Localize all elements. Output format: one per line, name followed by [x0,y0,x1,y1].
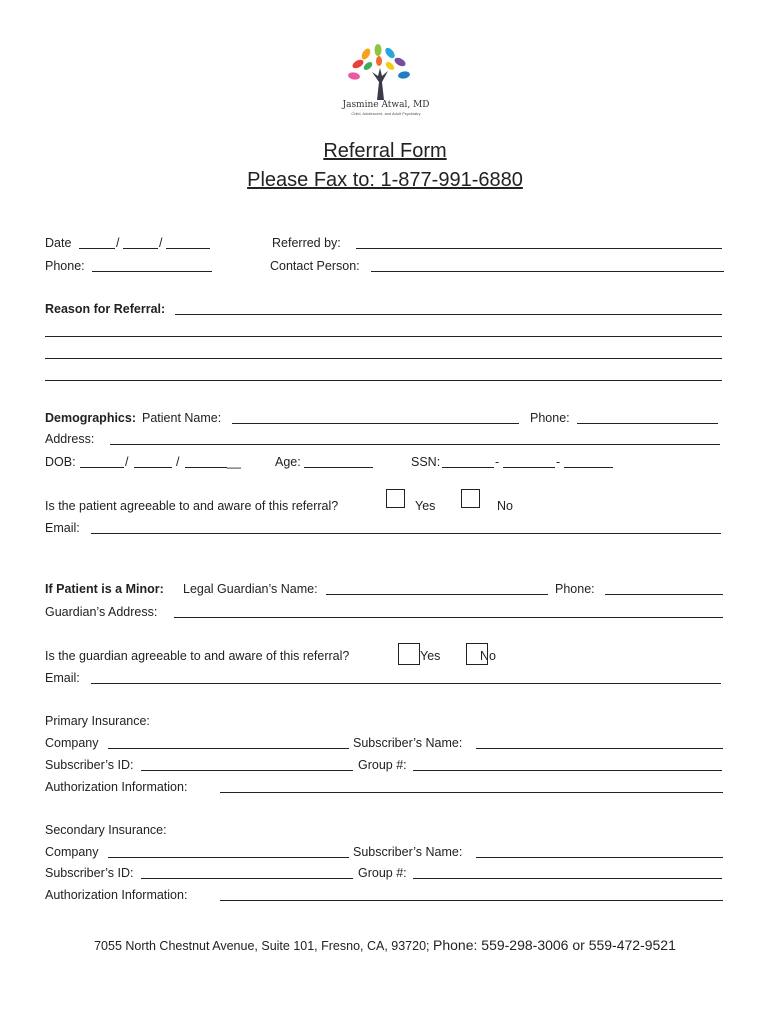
guardian-agree-question: Is the guardian agreeable to and aware of this referral? [45,649,350,663]
guardian-agree-yes-checkbox[interactable] [398,643,420,665]
minor-label: If Patient is a Minor: [45,582,164,596]
date-separator: / [116,236,120,250]
reason-field[interactable] [175,314,722,315]
guardian-address-label: Guardian’s Address: [45,605,158,619]
secondary-company-label: Company [45,845,99,859]
guardian-phone-label: Phone: [555,582,595,596]
address-field[interactable] [110,444,720,445]
dob-label: DOB: [45,455,76,469]
primary-subscriber-name-label: Subscriber’s Name: [353,736,463,750]
dob-day-field[interactable] [134,467,172,468]
date-day-field[interactable] [123,248,158,249]
secondary-company-field[interactable] [108,857,349,858]
patient-agree-question: Is the patient agreeable to and aware of this referral? [45,499,339,513]
secondary-subscriber-id-field[interactable] [141,878,353,879]
patient-email-field[interactable] [91,533,721,534]
secondary-subscriber-name-label: Subscriber’s Name: [353,845,463,859]
contact-person-field[interactable] [371,271,724,272]
primary-company-label: Company [45,736,99,750]
secondary-auth-field[interactable] [220,900,723,901]
phone-field[interactable] [92,271,212,272]
guardian-phone-field[interactable] [605,594,723,595]
guardian-email-label: Email: [45,671,80,685]
ssn-part2-field[interactable] [503,467,555,468]
age-label: Age: [275,455,301,469]
address-label: Address: [45,432,95,446]
secondary-subscriber-id-label: Subscriber’s ID: [45,866,134,880]
dob-separator: / [125,455,129,469]
dob-month-field[interactable] [80,467,124,468]
page-title: Referral Form [323,140,447,162]
secondary-group-field[interactable] [413,878,722,879]
secondary-group-label: Group #: [358,866,407,880]
footer-phones: Phone: 559-298-3006 or 559-472-9521 [433,937,676,953]
primary-company-field[interactable] [108,748,349,749]
logo-tree-icon [344,44,416,102]
date-separator: / [159,236,163,250]
guardian-name-label: Legal Guardian’s Name: [183,582,318,596]
patient-agree-yes-label: Yes [415,499,436,513]
primary-group-field[interactable] [413,770,722,771]
patient-email-label: Email: [45,521,80,535]
dob-tail: __ [227,455,241,469]
patient-agree-no-checkbox[interactable] [461,489,480,508]
patient-phone-field[interactable] [577,423,718,424]
date-label: Date [45,236,72,250]
ssn-label: SSN: [411,455,441,469]
secondary-insurance-heading: Secondary Insurance: [45,823,167,837]
patient-agree-no-label: No [497,499,513,513]
primary-subscriber-id-field[interactable] [141,770,353,771]
fax-number: Please Fax to: 1-877-991-6880 [247,169,523,191]
referred-by-field[interactable] [356,248,722,249]
ssn-part1-field[interactable] [442,467,494,468]
guardian-email-field[interactable] [91,683,721,684]
ssn-separator: - [556,455,561,469]
footer-address: 7055 North Chestnut Avenue, Suite 101, Fresno, CA, 93720; [94,939,430,953]
footer [0,937,770,953]
primary-auth-label: Authorization Information: [45,780,188,794]
referred-by-label: Referred by: [272,236,341,250]
logo-name: Jasmine Atwal, MD [342,100,430,110]
logo-subtitle: Child, Adolescent, and Adult Psychiatry [351,111,421,116]
guardian-name-field[interactable] [326,594,548,595]
dob-year-field[interactable] [185,467,227,468]
primary-auth-field[interactable] [220,792,723,793]
secondary-auth-label: Authorization Information: [45,888,188,902]
reason-line[interactable] [45,336,722,337]
primary-insurance-heading: Primary Insurance: [45,714,150,728]
age-field[interactable] [304,467,373,468]
patient-agree-yes-checkbox[interactable] [386,489,405,508]
secondary-subscriber-name-field[interactable] [476,857,723,858]
patient-name-label: Patient Name: [142,411,222,425]
date-year-field[interactable] [166,248,210,249]
contact-person-label: Contact Person: [270,259,360,273]
phone-label: Phone: [45,259,85,273]
primary-group-label: Group #: [358,758,407,772]
demographics-label: Demographics: [45,411,136,425]
primary-subscriber-id-label: Subscriber’s ID: [45,758,134,772]
patient-phone-label: Phone: [530,411,570,425]
dob-separator: / [176,455,180,469]
patient-name-field[interactable] [232,423,519,424]
date-month-field[interactable] [79,248,115,249]
reason-label: Reason for Referral: [45,302,166,316]
guardian-agree-no-label: No [480,649,496,663]
ssn-part3-field[interactable] [564,467,613,468]
guardian-agree-yes-label: Yes [420,649,441,663]
reason-line[interactable] [45,358,722,359]
guardian-address-field[interactable] [174,617,723,618]
ssn-separator: - [495,455,500,469]
reason-line[interactable] [45,380,722,381]
primary-subscriber-name-field[interactable] [476,748,723,749]
